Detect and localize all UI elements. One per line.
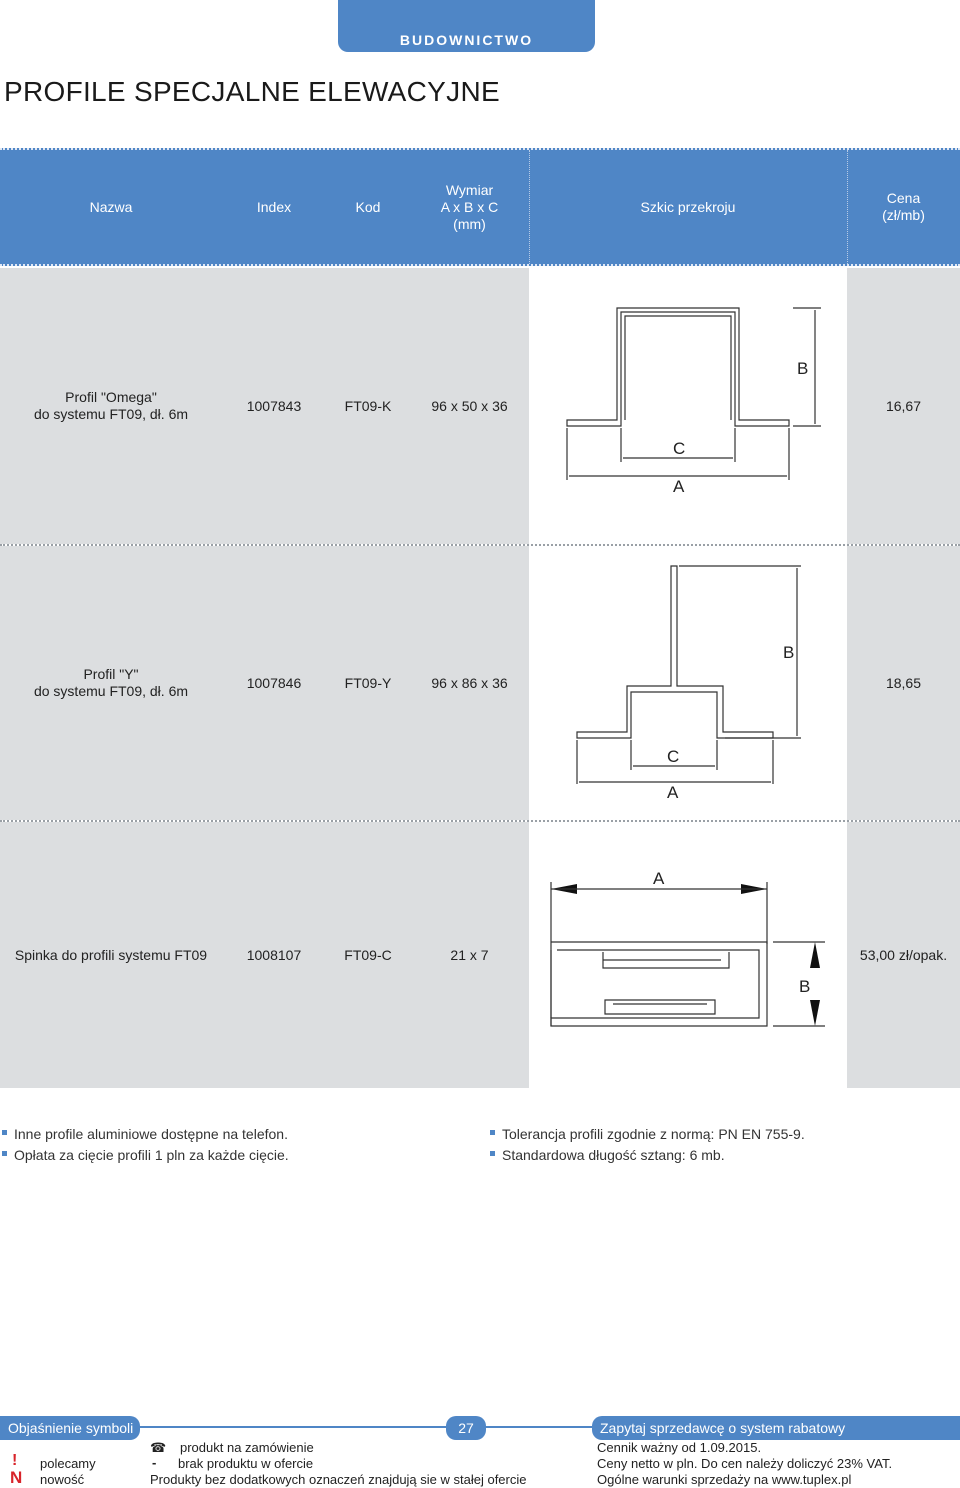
row-name [0,822,222,1088]
note-item: Tolerancja profili zgodnie z normą: PN EN 755-9. [490,1124,805,1145]
legend-standard: Produkty bez dodatkowych oznaczeń znajdują sie w stałej ofercie [150,1472,527,1487]
header-dim-line2: A x B x C [440,198,499,215]
legend-title-bar [0,1416,140,1440]
phone-icon: ☎ [150,1440,167,1455]
row-price: 16,67 [885,397,922,414]
note-item: Standardowa długość sztang: 6 mb. [490,1145,805,1166]
section-tab-label: BUDOWNICTWO [399,32,534,48]
header-index: Index [256,198,292,215]
header-price-line1: Cena [886,190,921,206]
table-header [0,148,960,266]
note-item: Opłata za cięcie profili 1 pln za każde cięcie. [2,1145,289,1166]
header-dim-line1: Wymiar [445,181,494,198]
sketch-y [529,546,847,820]
legend-new: nowość [40,1472,85,1487]
dim-label-b: B [799,977,811,996]
notes-left [2,1124,289,1166]
info-validity: Cennik ważny od 1.09.2015. [597,1440,762,1455]
page-number-label: 27 [458,1420,474,1436]
header-price-line2: (zł/mb) [882,207,925,223]
info-vat: Ceny netto w pln. Do cen należy doliczyć 23% VAT. [597,1456,893,1471]
row-index: 1007843 [246,397,302,414]
y-profile-drawing [529,546,847,820]
table-row [0,268,960,544]
row-dimension: 96 x 50 x 36 [431,397,508,414]
table-row [0,822,960,1088]
row-code: FT09-Y [344,674,392,691]
legend-on-order: produkt na zamówienie [180,1440,314,1455]
dim-label-a: A [667,783,679,802]
footer-line [140,1426,450,1428]
dim-label-a: A [653,869,665,888]
dim-label-c: C [673,439,686,458]
header-code: Kod [355,198,381,215]
sketch-clip [529,822,847,1088]
legend-title: Objaśnienie symboli [8,1420,134,1436]
legend-recommend: polecamy [40,1456,96,1471]
row-name [0,268,222,544]
table-row [0,546,960,820]
legend-not-available: brak produktu w ofercie [178,1456,314,1471]
row-dimension: 96 x 86 x 36 [431,674,508,691]
row-name-line1: Profil "Omega" [65,389,157,405]
discount-bar [592,1416,960,1440]
clip-profile-drawing [529,822,847,1088]
discount-title: Zapytaj sprzedawcę o system rabatowy [600,1420,846,1436]
row-index: 1008107 [246,946,302,963]
row-code: FT09-C [344,946,392,963]
header-name: Nazwa [89,198,133,215]
header-price [847,150,960,264]
row-name-line1: Profil "Y" [83,666,139,682]
sketch-omega [529,268,847,544]
dim-label-c: C [667,747,680,766]
dim-label-a: A [673,477,685,496]
row-name-line2: do systemu FT09, dł. 6m [33,406,189,422]
row-name-line1: Spinka do profili systemu FT09 [14,946,208,963]
row-name-line2: do systemu FT09, dł. 6m [33,683,189,699]
info-terms: Ogólne warunki sprzedaży na www.tuplex.pl [597,1472,852,1487]
dim-label-b: B [783,643,795,662]
row-code: FT09-K [344,397,392,414]
header-dim-line3: (mm) [453,215,486,232]
page-number [446,1416,486,1440]
footer-line [482,1426,596,1428]
dim-label-b: B [797,359,809,378]
row-dimension: 21 x 7 [450,946,489,963]
row-index: 1007846 [246,674,302,691]
omega-profile-drawing [529,268,847,544]
row-price: 53,00 zł/opak. [859,946,948,963]
exclamation-icon: ! [12,1452,18,1469]
header-dimension [410,150,529,264]
row-price: 18,65 [885,674,922,691]
new-icon: N [10,1468,23,1487]
row-name [0,546,222,820]
dash-icon: - [152,1455,157,1470]
header-sketch: Szkic przekroju [640,198,736,215]
section-tab [338,0,595,52]
note-item: Inne profile aluminiowe dostępne na telefon. [2,1124,289,1145]
page-title: PROFILE SPECJALNE ELEWACYJNE [4,76,500,107]
notes-right [490,1124,805,1166]
